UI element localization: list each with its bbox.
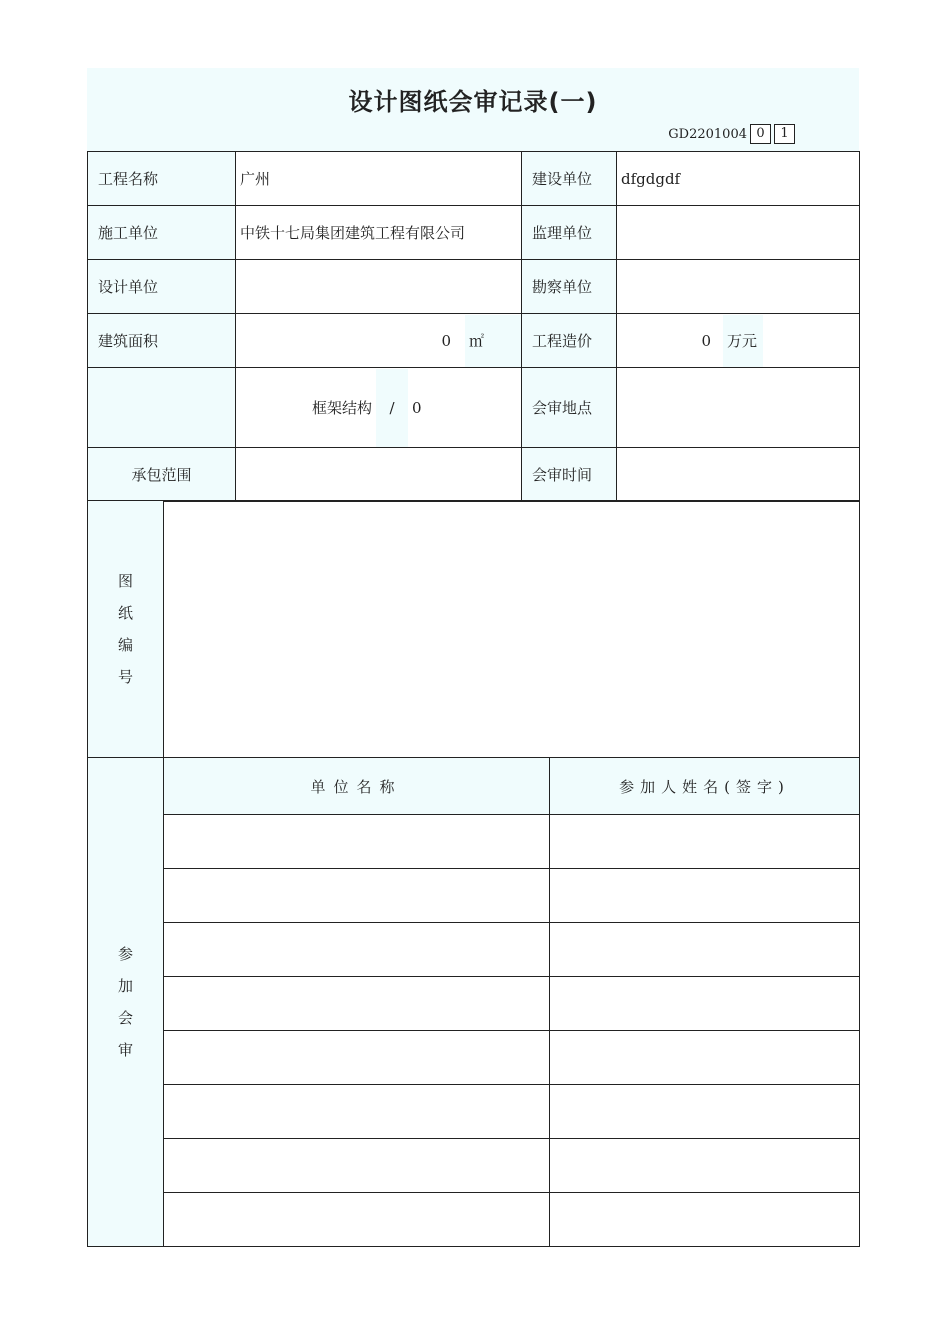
drawing-numbers-char: 编: [117, 636, 133, 654]
area-field[interactable]: [236, 314, 522, 368]
row-drawing-numbers: [88, 501, 860, 758]
structure-label: [88, 368, 236, 448]
structure-separator: /: [376, 369, 408, 447]
drawing-numbers-field[interactable]: [164, 501, 860, 758]
row-construction: [88, 206, 860, 260]
attendance-char: 审: [117, 1041, 133, 1059]
area-label: 建筑面积: [88, 314, 236, 368]
table-row: [88, 923, 860, 977]
drawing-numbers-char: 纸: [117, 604, 133, 622]
form-code-box-1[interactable]: 0: [750, 124, 771, 144]
unit-name-field[interactable]: [164, 977, 550, 1031]
design-field[interactable]: [236, 260, 522, 314]
attendance-char: 会: [117, 1009, 133, 1027]
project-name-label: 工程名称: [88, 152, 236, 206]
form-code: [668, 124, 795, 144]
project-info-table: [87, 151, 860, 502]
attendance-char: 参: [117, 945, 133, 963]
row-area-cost: [88, 314, 860, 368]
row-scope-time: [88, 448, 860, 502]
drawing-numbers-char: 图: [117, 572, 133, 590]
attendance-char: 加: [117, 977, 133, 995]
attendance-header-row: [88, 758, 860, 815]
form-code-prefix: GD2201004: [668, 126, 747, 142]
table-row: [88, 815, 860, 869]
cost-unit: 万元: [723, 315, 763, 367]
col-person-name: 参加人姓名(签字): [550, 758, 860, 815]
area-unit: ㎡: [465, 315, 521, 367]
form-sheet: [87, 68, 859, 152]
person-name-field[interactable]: [550, 1031, 860, 1085]
unit-name-field[interactable]: [164, 1085, 550, 1139]
col-unit-name: 单位名称: [164, 758, 550, 815]
cost-label: 工程造价: [522, 314, 617, 368]
cost-field[interactable]: [617, 314, 860, 368]
person-name-field[interactable]: [550, 869, 860, 923]
supervision-label: 监理单位: [522, 206, 617, 260]
form-code-box-2[interactable]: 1: [774, 124, 795, 144]
person-name-field[interactable]: [550, 1085, 860, 1139]
row-project-name: [88, 152, 860, 206]
person-name-field[interactable]: [550, 923, 860, 977]
page-title: 设计图纸会审记录(一): [348, 88, 598, 116]
person-name-field[interactable]: [550, 977, 860, 1031]
table-row: [88, 1085, 860, 1139]
drawing-attendance-table: [87, 500, 860, 1247]
person-name-field[interactable]: [550, 815, 860, 869]
design-label: 设计单位: [88, 260, 236, 314]
unit-name-field[interactable]: [164, 869, 550, 923]
form-header: [87, 68, 859, 152]
builder-label: 建设单位: [522, 152, 617, 206]
table-row: [88, 869, 860, 923]
meeting-place-field[interactable]: [617, 368, 860, 448]
structure-type: 框架结构: [311, 399, 372, 417]
survey-label: 勘察单位: [522, 260, 617, 314]
unit-name-field[interactable]: [164, 815, 550, 869]
contract-scope-label: 承包范围: [88, 448, 236, 502]
construction-field[interactable]: 中铁十七局集团建筑工程有限公司: [236, 206, 522, 260]
area-value: 0: [441, 331, 451, 350]
unit-name-field[interactable]: [164, 1031, 550, 1085]
meeting-place-label: 会审地点: [522, 368, 617, 448]
table-row: [88, 1139, 860, 1193]
structure-field[interactable]: [236, 368, 522, 448]
person-name-field[interactable]: [550, 1193, 860, 1247]
project-name-field[interactable]: 广州: [236, 152, 522, 206]
drawing-numbers-char: 号: [117, 668, 133, 686]
row-design: [88, 260, 860, 314]
row-structure: [88, 368, 860, 448]
survey-field[interactable]: [617, 260, 860, 314]
unit-name-field[interactable]: [164, 1139, 550, 1193]
table-row: [88, 977, 860, 1031]
meeting-time-field[interactable]: [617, 448, 860, 502]
cost-value: 0: [701, 331, 711, 350]
supervision-field[interactable]: [617, 206, 860, 260]
table-row: [88, 1193, 860, 1247]
builder-field[interactable]: dfgdgdf: [617, 152, 860, 206]
contract-scope-field[interactable]: [236, 448, 522, 502]
drawing-numbers-label: [88, 501, 164, 758]
structure-value: 0: [412, 398, 422, 417]
meeting-time-label: 会审时间: [522, 448, 617, 502]
unit-name-field[interactable]: [164, 923, 550, 977]
attendance-label: [88, 758, 164, 1247]
construction-label: 施工单位: [88, 206, 236, 260]
person-name-field[interactable]: [550, 1139, 860, 1193]
unit-name-field[interactable]: [164, 1193, 550, 1247]
table-row: [88, 1031, 860, 1085]
